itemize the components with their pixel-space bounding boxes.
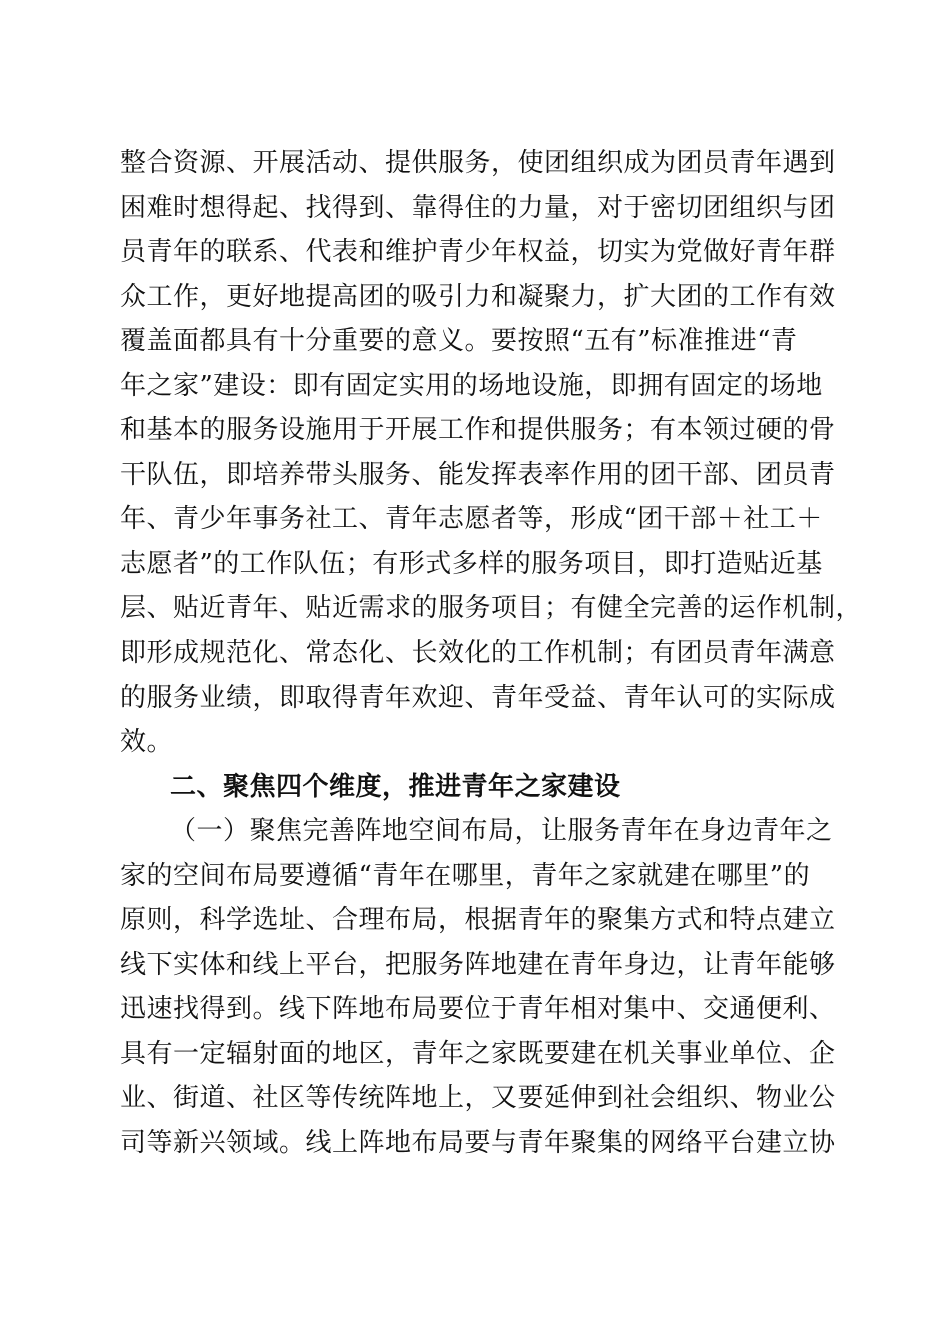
- paragraph-line: 具有一定辐射面的地区，青年之家既要建在机关事业单位、企: [120, 1039, 836, 1069]
- paragraph-line: 和基本的服务设施用于开展工作和提供服务；有本领过硬的骨: [120, 415, 836, 445]
- paragraph-line: 业、街道、社区等传统阵地上，又要延伸到社会组织、物业公: [120, 1083, 836, 1113]
- paragraph-line: 干队伍，即培养带头服务、能发挥表率作用的团干部、团员青: [120, 460, 836, 490]
- paragraph-line: 的服务业绩，即取得青年欢迎、青年受益、青年认可的实际成: [120, 683, 836, 713]
- paragraph-line: 年之家”建设：即有固定实用的场地设施，即拥有固定的场地: [120, 371, 823, 401]
- paragraph-line: 即形成规范化、常态化、长效化的工作机制；有团员青年满意: [120, 638, 836, 668]
- paragraph-line: 众工作，更好地提高团的吸引力和凝聚力，扩大团的工作有效: [120, 282, 836, 312]
- paragraph-line: （一）聚焦完善阵地空间布局，让服务青年在身边青年之: [170, 816, 833, 846]
- paragraph-line: 志愿者”的工作队伍；有形式多样的服务项目，即打造贴近基: [120, 549, 823, 579]
- paragraph-line: 员青年的联系、代表和维护青少年权益，切实为党做好青年群: [120, 237, 836, 267]
- paragraph-line: 困难时想得起、找得到、靠得住的力量，对于密切团组织与团: [120, 193, 836, 223]
- paragraph-line: 效。: [120, 727, 174, 757]
- paragraph-line: 线下实体和线上平台，把服务阵地建在青年身边，让青年能够: [120, 950, 836, 980]
- paragraph-line: 年、青少年事务社工、青年志愿者等，形成“团干部＋社工＋: [120, 504, 823, 534]
- paragraph-line: 家的空间布局要遵循“青年在哪里，青年之家就建在哪里”的: [120, 861, 811, 891]
- paragraph-line: 原则，科学选址、合理布局，根据青年的聚集方式和特点建立: [120, 905, 836, 935]
- paragraph-line: 迅速找得到。线下阵地布局要位于青年相对集中、交通便利、: [120, 994, 836, 1024]
- paragraph-line: 覆盖面都具有十分重要的意义。要按照“五有”标准推进“青: [120, 326, 798, 356]
- paragraph-line: 司等新兴领域。线上阵地布局要与青年聚集的网络平台建立协: [120, 1128, 836, 1158]
- paragraph-line: 层、贴近青年、贴近需求的服务项目；有健全完善的运作机制，: [120, 593, 863, 623]
- section-heading: 二、聚焦四个维度，推进青年之家建设: [170, 772, 621, 802]
- paragraph-line: 整合资源、开展活动、提供服务，使团组织成为团员青年遇到: [120, 148, 836, 178]
